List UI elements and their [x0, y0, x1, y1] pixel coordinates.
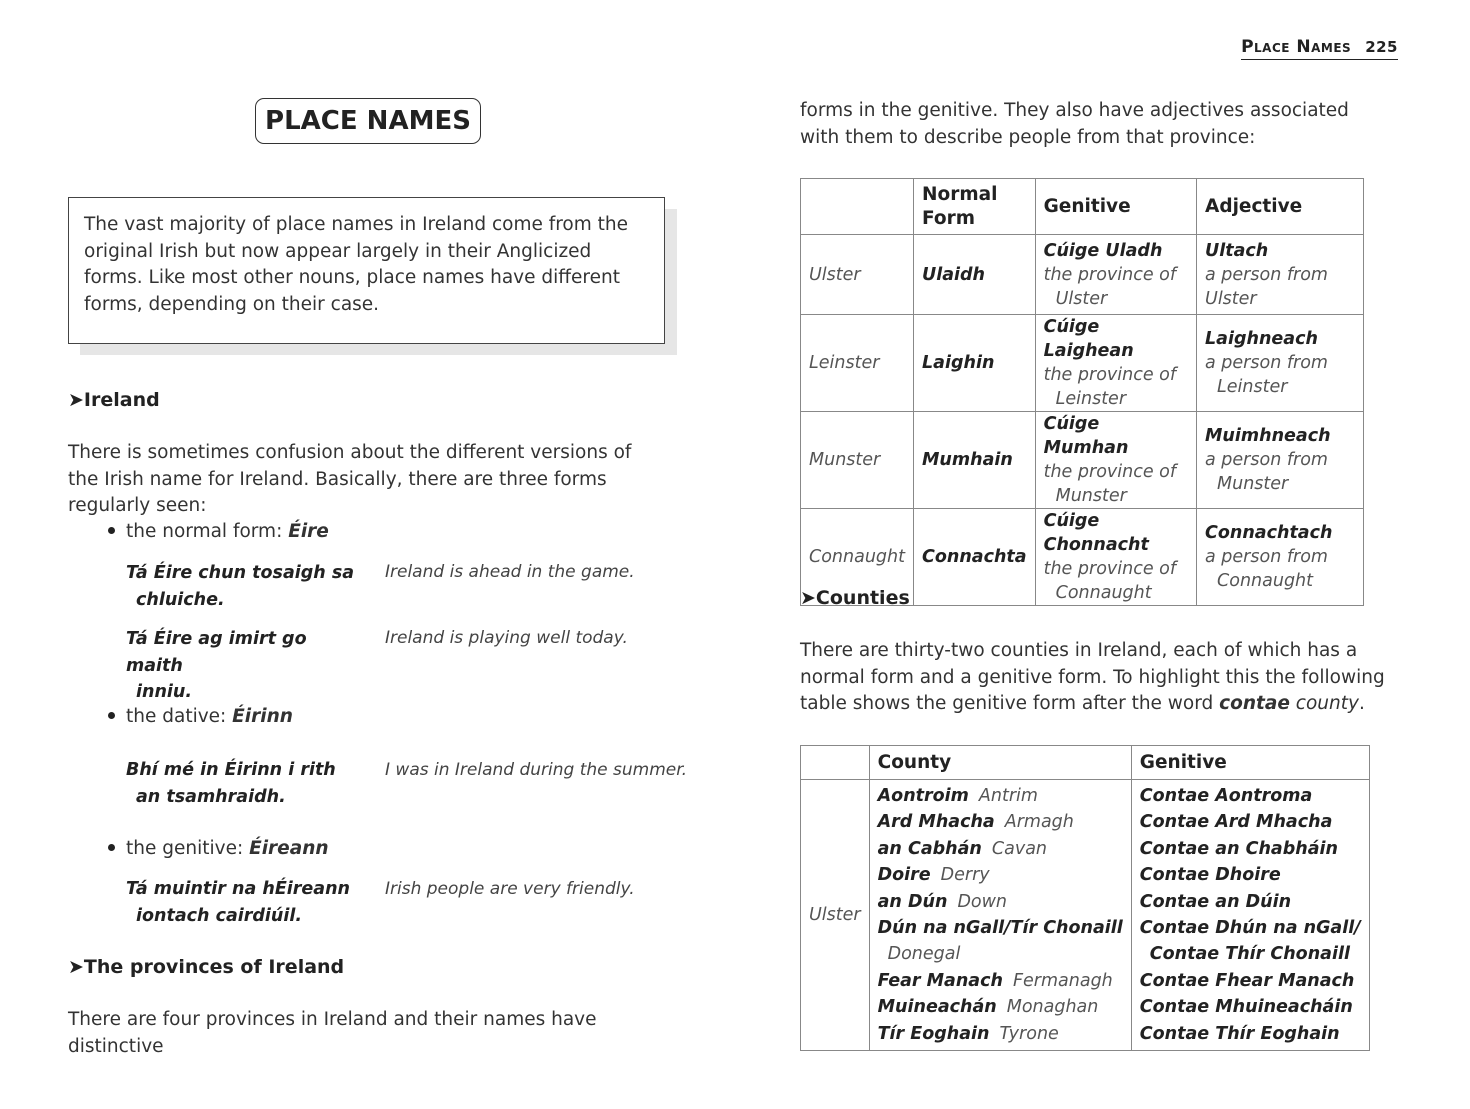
province-genitive [1035, 235, 1196, 315]
example-irish-line: an tsamhraidh. [136, 786, 286, 807]
genitive-gloss: Leinster [1055, 389, 1127, 409]
example-irish [126, 757, 361, 810]
table-header-cell: Genitive [1035, 179, 1196, 235]
list-item [878, 836, 1123, 862]
table-header-cell: Normal Form [914, 179, 1036, 235]
province-normal-form: Mumhain [914, 412, 1036, 509]
list-item [878, 809, 1123, 835]
provinces-paragraph-cont: forms in the genitive. They also have adjectives associated with them to describe people from that province: [800, 100, 1349, 148]
ireland-paragraph: There is sometimes confusion about the different versions of the Irish name for Ireland. Basically, there are three forms regularly seen: [68, 442, 632, 516]
arrow-icon: ➤ [68, 956, 84, 978]
example-irish-line: Tá Éire chun tosaigh sa [126, 563, 355, 583]
counties-paragraph-text: There are thirty-two counties in Ireland, each of which has a normal form and a genitive form. To highlight this the following table shows the genitive form after the word [800, 640, 1385, 714]
example-irish-line: iontach cairdiúil. [136, 905, 303, 926]
province-name: Leinster [801, 315, 914, 412]
province-genitive [1035, 509, 1196, 606]
section-heading-counties-text: Counties [815, 587, 910, 609]
county-irish: Ard Mhacha [877, 812, 995, 833]
county-irish: Dún na nGall/Tír Chonaill [877, 918, 1123, 939]
county-english: Armagh [1004, 812, 1074, 833]
table-header-row [801, 179, 1364, 235]
arrow-icon: ➤ [68, 389, 84, 411]
genitive-list [1131, 780, 1369, 1051]
list-item [878, 889, 1123, 915]
county-english: Cavan [991, 838, 1048, 859]
adjective-gloss: Munster [1217, 474, 1289, 494]
county-english: Donegal [887, 944, 961, 965]
genitive-gloss: Ulster [1055, 288, 1108, 309]
example-irish [126, 876, 361, 929]
form-normal-word: Éire [288, 521, 329, 542]
example-irish-line: Tá muintir na hÉireann [126, 879, 350, 899]
example-english: Ireland is playing well today. [385, 628, 628, 648]
provinces-paragraph-start: There are four provinces in Ireland and their names have distinctive [68, 1009, 597, 1057]
province-name: Munster [801, 412, 914, 509]
counties-paragraph-gloss: county [1295, 693, 1359, 714]
adjective-main: Muimhneach [1205, 426, 1331, 446]
county-irish: an Dún [877, 891, 948, 912]
form-genitive-bullet [108, 838, 329, 859]
example-english: I was in Ireland during the summer. [385, 760, 688, 780]
genitive-main: Cúige Mumhan [1043, 414, 1129, 458]
counties-table [800, 745, 1370, 1051]
list-item: Contae an Dúin [1139, 891, 1292, 912]
intro-box [68, 197, 665, 344]
county-english: Down [957, 891, 1008, 912]
form-normal-label: the normal form: [126, 521, 289, 542]
county-english: Antrim [978, 786, 1038, 806]
section-heading-ireland-text: Ireland [83, 389, 160, 411]
list-item [878, 1021, 1123, 1047]
county-irish: Fear Manach [877, 970, 1003, 991]
table-header-cell [801, 179, 914, 235]
table-header-cell: Adjective [1197, 179, 1364, 235]
counties-paragraph-word: contae [1219, 693, 1290, 714]
county-irish: Tír Eoghain [877, 1023, 990, 1044]
genitive-gloss: the province of [1043, 462, 1177, 482]
table-header-cell: Genitive [1131, 746, 1369, 780]
province-adjective [1197, 315, 1364, 412]
province-genitive [1035, 412, 1196, 509]
genitive-main: Cúige Chonnacht [1043, 511, 1149, 555]
form-normal-bullet [108, 521, 329, 542]
genitive-main: Cúige Uladh [1043, 240, 1163, 261]
page-number: 225 [1365, 38, 1398, 56]
genitive-gloss: the province of [1043, 559, 1177, 579]
genitive-gloss: the province of [1043, 264, 1177, 285]
list-item: Contae Mhuineacháin [1139, 997, 1353, 1018]
genitive-gloss: Connaught [1055, 583, 1152, 603]
intro-text: The vast majority of place names in Ireland come from the original Irish but now appear largely in their Anglicized forms. Like most other nouns, place names have different forms, depending on their case. [84, 214, 629, 315]
running-header [1241, 37, 1398, 60]
example-irish-line: inniu. [136, 682, 193, 702]
section-heading-provinces [68, 956, 344, 978]
adjective-gloss: a person from [1205, 547, 1328, 567]
province-normal-form: Ulaidh [914, 235, 1036, 315]
list-item: Contae Dhún na nGall/ [1139, 918, 1361, 939]
form-genitive-label: the genitive: [126, 838, 250, 859]
adjective-gloss: a person from [1205, 450, 1328, 470]
adjective-main: Laighneach [1205, 329, 1318, 349]
adjective-gloss: a person from Ulster [1205, 264, 1328, 309]
list-item: Contae Thír Eoghain [1139, 1023, 1340, 1044]
list-item [878, 783, 1123, 809]
county-list [869, 780, 1131, 1051]
province-adjective [1197, 509, 1364, 606]
running-header-section: Place Names [1241, 37, 1352, 57]
table-row [801, 412, 1364, 509]
adjective-gloss: Connaught [1217, 571, 1314, 591]
form-genitive-word: Éireann [249, 838, 329, 859]
bullet-icon [108, 712, 115, 719]
bullet-icon [108, 527, 115, 534]
county-province: Ulster [801, 780, 870, 1051]
county-english: Tyrone [999, 1023, 1059, 1044]
genitive-gloss: the province of [1043, 365, 1177, 385]
adjective-gloss: Leinster [1217, 377, 1288, 397]
table-header-cell: County [869, 746, 1131, 780]
section-heading-ireland [68, 389, 160, 411]
bullet-icon [108, 844, 115, 851]
counties-paragraph-end: . [1358, 693, 1365, 714]
province-adjective [1197, 412, 1364, 509]
example-irish [126, 626, 361, 706]
province-name: Ulster [801, 235, 914, 315]
list-item: Contae Thír Chonaill [1149, 944, 1350, 965]
genitive-main: Cúige Laighean [1043, 317, 1134, 361]
county-irish: an Cabhán [877, 838, 982, 859]
table-row [801, 235, 1364, 315]
counties-paragraph [800, 638, 1390, 718]
list-item: Contae an Chabháin [1139, 838, 1338, 859]
adjective-gloss: a person from [1205, 353, 1328, 373]
county-english: Derry [940, 865, 990, 886]
list-item: Contae Aontroma [1139, 786, 1313, 806]
provinces-table [800, 178, 1364, 606]
table-row [801, 780, 1370, 1051]
form-dative-bullet [108, 706, 293, 727]
table-row [801, 315, 1364, 412]
county-english: Monaghan [1006, 997, 1099, 1018]
example-english: Irish people are very friendly. [385, 879, 635, 899]
table-header-row [801, 746, 1370, 780]
county-irish: Aontroim [877, 786, 969, 806]
chapter-title: PLACE NAMES [255, 98, 481, 144]
province-adjective [1197, 235, 1364, 315]
province-genitive [1035, 315, 1196, 412]
example-irish [126, 560, 361, 613]
section-heading-counties [800, 587, 910, 609]
example-irish-line: chluiche. [136, 589, 225, 610]
county-irish: Muineachán [877, 997, 997, 1018]
list-item [878, 915, 1123, 941]
list-item [878, 968, 1123, 994]
list-item [878, 941, 1123, 967]
province-name: Connaught [801, 509, 914, 606]
list-item: Contae Fhear Manach [1139, 970, 1355, 991]
list-item [878, 994, 1123, 1020]
list-item: Contae Ard Mhacha [1139, 812, 1333, 833]
table-header-cell [801, 746, 870, 780]
province-normal-form: Laighin [914, 315, 1036, 412]
adjective-main: Ultach [1205, 240, 1269, 261]
county-english: Fermanagh [1012, 970, 1113, 991]
section-heading-provinces-text: The provinces of Ireland [83, 956, 345, 978]
list-item [878, 862, 1123, 888]
example-irish-line: Tá Éire ag imirt go maith [126, 629, 307, 676]
county-irish: Doire [877, 865, 931, 886]
example-english: Ireland is ahead in the game. [385, 562, 635, 582]
genitive-gloss: Munster [1055, 486, 1127, 506]
form-dative-word: Éirinn [232, 706, 293, 727]
arrow-icon: ➤ [800, 587, 816, 609]
adjective-main: Connachtach [1205, 523, 1333, 543]
list-item: Contae Dhoire [1139, 865, 1281, 886]
form-dative-label: the dative: [126, 706, 233, 727]
province-normal-form: Connachta [914, 509, 1036, 606]
example-irish-line: Bhí mé in Éirinn i rith [126, 760, 336, 780]
